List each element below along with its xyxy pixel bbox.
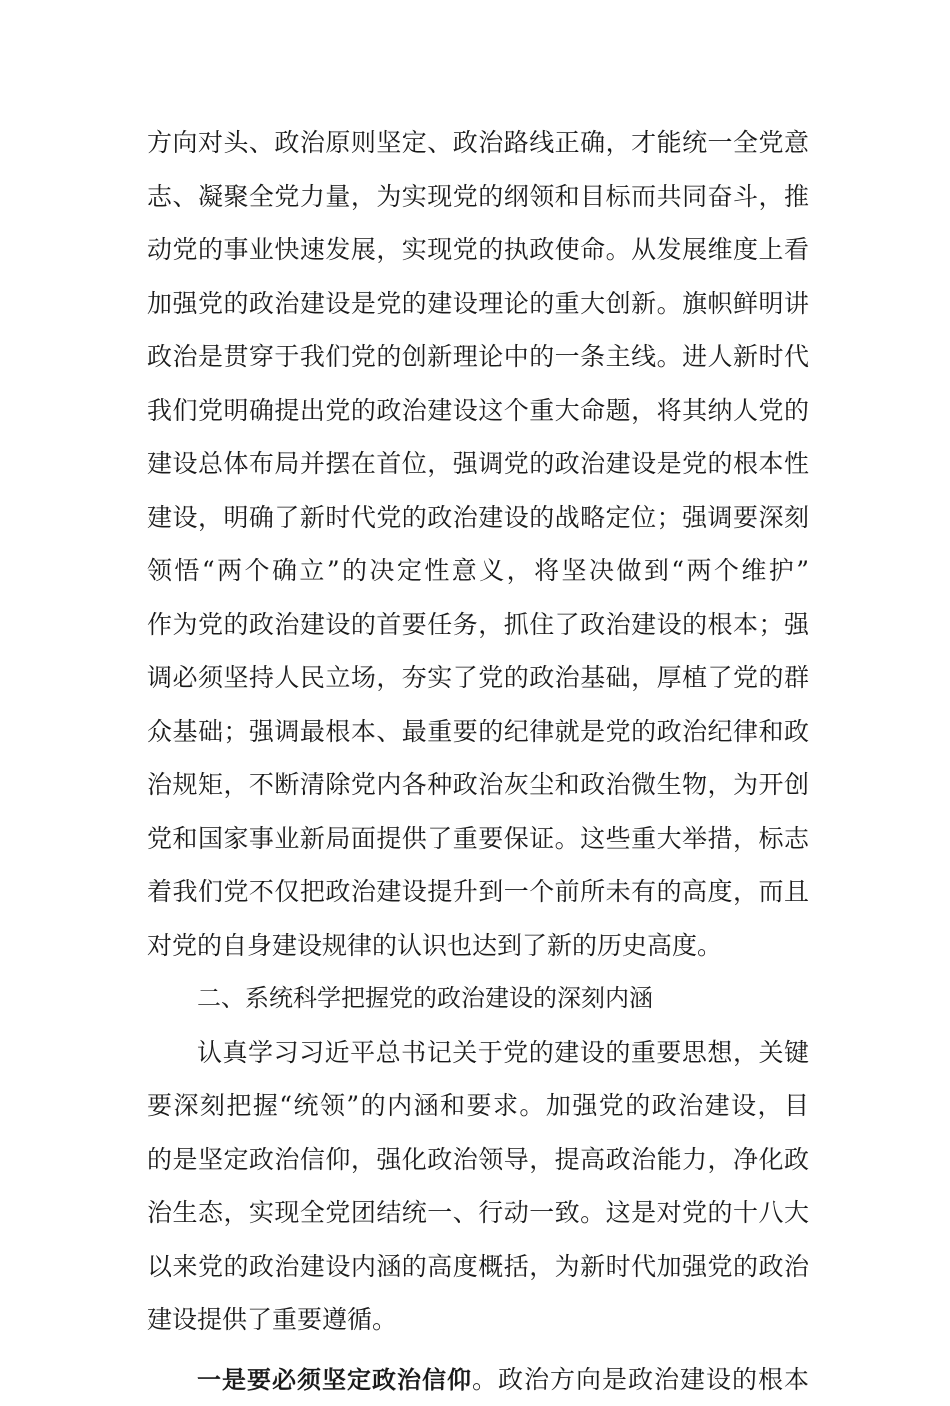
text-line: 加强党的政治建设是党的建设理论的重大创新。旗帜鲜明讲 xyxy=(147,277,809,331)
text-line: 作为党的政治建设的首要任务，抓住了政治建设的根本；强 xyxy=(147,598,809,652)
text-line: 治规矩，不断清除党内各种政治灰尘和政治微生物，为开创 xyxy=(147,758,809,812)
text-line: 建设，明确了新时代党的政治建设的战略定位；强调要深刻 xyxy=(147,491,809,545)
text-line: 党和国家事业新局面提供了重要保证。这些重大举措，标志 xyxy=(147,812,809,866)
paragraph-3-text: 。政治方向是政治建设的根本 xyxy=(472,1365,809,1394)
text-line: 要深刻把握“统领”的内涵和要求。加强党的政治建设，目 xyxy=(147,1079,809,1133)
body-text xyxy=(147,116,809,1406)
text-line: 的是坚定政治信仰，强化政治领导，提高政治能力，净化政 xyxy=(147,1133,809,1187)
text-line: 治生态，实现全党团结统一、行动一致。这是对党的十八大 xyxy=(147,1186,809,1240)
text-line: 动党的事业快速发展，实现党的执政使命。从发展维度上看 xyxy=(147,223,809,277)
paragraph-1 xyxy=(147,116,809,972)
text-line: 建设总体布局并摆在首位，强调党的政治建设是党的根本性 xyxy=(147,437,809,491)
text-line: 众基础；强调最根本、最重要的纪律就是党的政治纪律和政 xyxy=(147,705,809,759)
text-line: 我们党明确提出党的政治建设这个重大命题，将其纳人党的 xyxy=(147,384,809,438)
section-heading: 二、系统科学把握党的政治建设的深刻内涵 xyxy=(147,972,809,1026)
text-line: 调必须坚持人民立场，夯实了党的政治基础，厚植了党的群 xyxy=(147,651,809,705)
paragraph-2 xyxy=(147,1026,809,1347)
bold-lead-text: 一是要必须坚定政治信仰 xyxy=(197,1366,472,1394)
text-line: 认真学习习近平总书记关于党的建设的重要思想，关键 xyxy=(147,1026,809,1080)
text-line: 着我们党不仅把政治建设提升到一个前所未有的高度，而且 xyxy=(147,865,809,919)
text-line: 政治是贯穿于我们党的创新理论中的一条主线。进人新时代 xyxy=(147,330,809,384)
text-line: 志、凝聚全党力量，为实现党的纲领和目标而共同奋斗，推 xyxy=(147,170,809,224)
text-line: 方向对头、政治原则坚定、政治路线正确，才能统一全党意 xyxy=(147,116,809,170)
text-line: 以来党的政治建设内涵的高度概括，为新时代加强党的政治 xyxy=(147,1240,809,1294)
text-line: 建设提供了重要遵循。 xyxy=(147,1293,809,1347)
text-line: 对党的自身建设规律的认识也达到了新的历史高度。 xyxy=(147,919,809,973)
paragraph-3 xyxy=(147,1353,809,1406)
text-line: 领悟“两个确立”的决定性意义，将坚决做到“两个维护” xyxy=(147,544,809,598)
